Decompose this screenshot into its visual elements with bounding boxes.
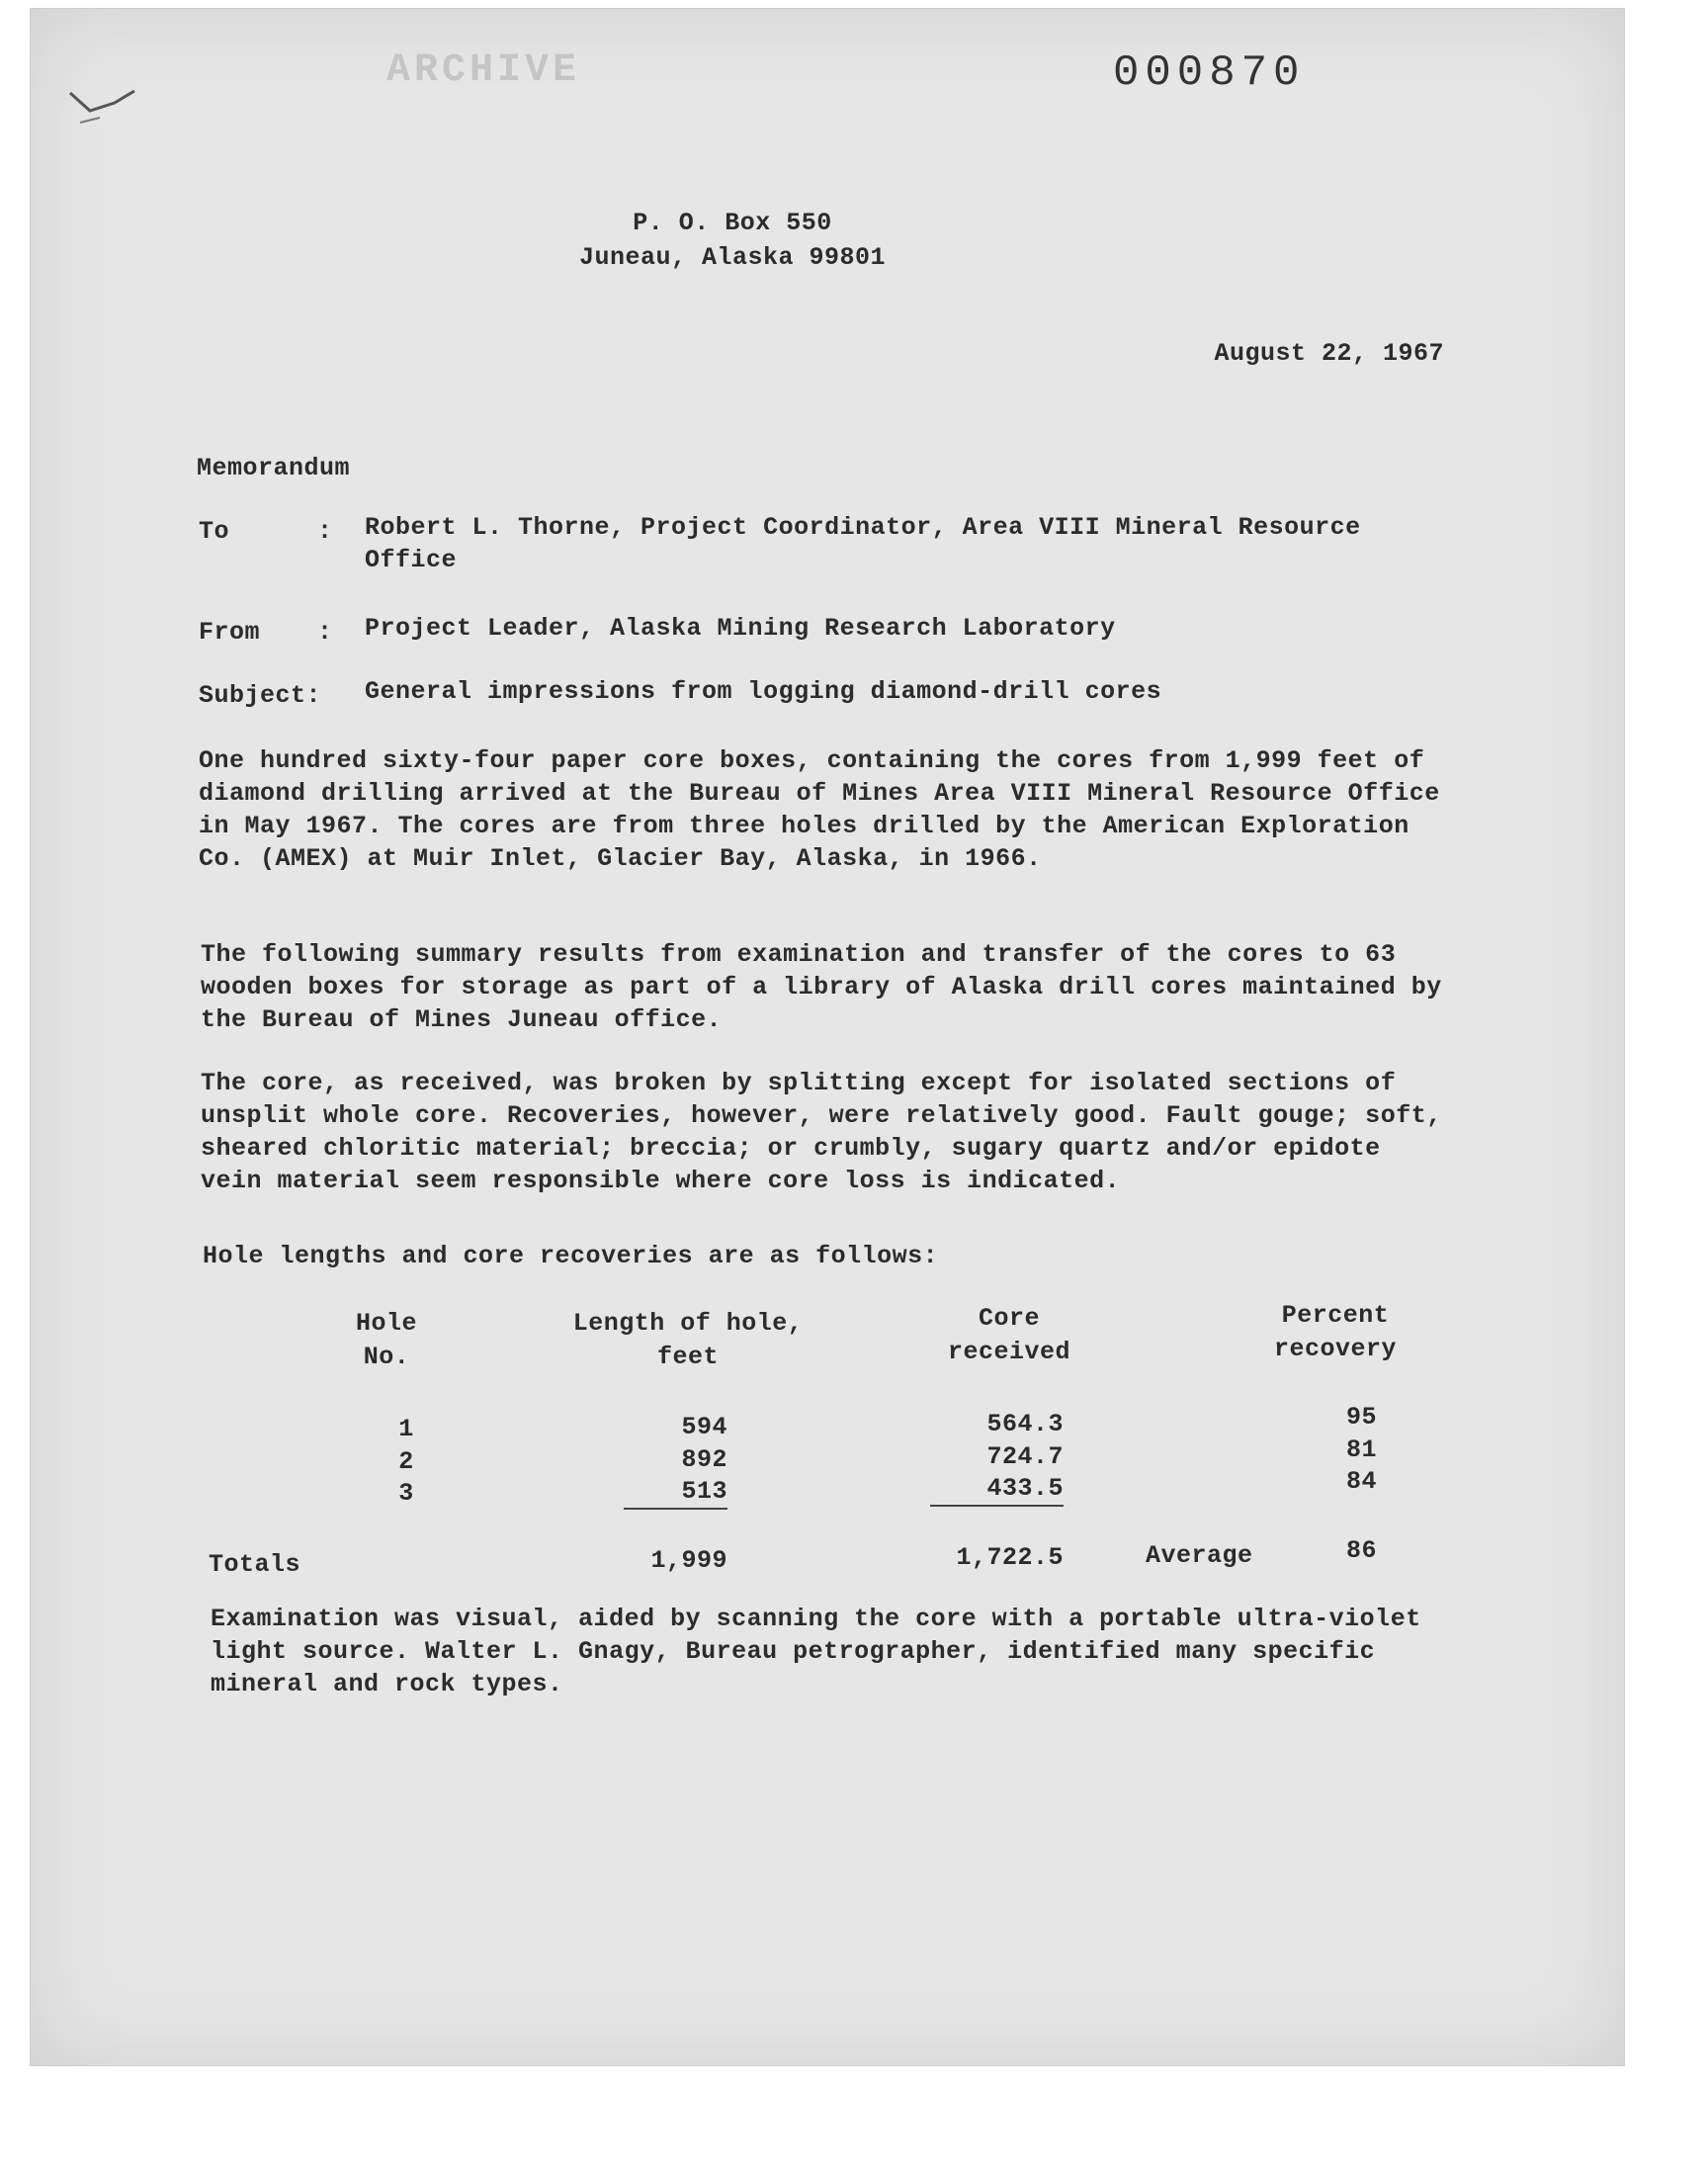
ghost-header: ARCHIVE [386,48,581,93]
totals-label: Totals [209,1550,301,1579]
row-2-hole: 2 [398,1447,414,1476]
row-1-length: 594 [681,1413,727,1441]
from-colon: : [317,618,333,647]
subject-value: General impressions from logging diamond-drill cores [365,677,1162,706]
pen-mark-icon [60,63,149,142]
document-number: 000870 [1113,48,1306,98]
row-3-percent: 84 [1345,1467,1377,1496]
paragraph-5: Examination was visual, aided by scanning the core with a portable ultra-violet light source. Walter L. Gnagy, Bureau petrographer, identified many specific mineral and rock types. [211,1605,1421,1698]
totals-length: 1,999 [650,1546,727,1575]
row-1-core: 564.3 [986,1410,1064,1438]
paragraph-1: One hundred sixty-four paper core boxes, containing the cores from 1,999 feet of diamond drilling arrived at the Bureau of Mines Area VIII Mineral Resource Office in May 1967. The cores are from three holes drilled by the American Exploration Co. (AMEX) at Muir Inlet, Glacier Bay, Alaska, in 1966. [199,746,1440,873]
row-2-core: 724.7 [986,1442,1064,1471]
memo-date: August 22, 1967 [1214,339,1444,368]
header-length-line-1: Length of hole, [572,1309,804,1338]
paragraph-4: Hole lengths and core recoveries are as follows: [203,1242,939,1270]
totals-core: 1,722.5 [956,1543,1064,1572]
row-1-percent: 95 [1345,1403,1377,1432]
to-label: To [199,517,230,546]
to-value-line-1: Robert L. Thorne, Project Coordinator, Area VIII Mineral Resource [365,513,1361,542]
header-hole-line-1: Hole [355,1309,417,1338]
row-2-length: 892 [681,1445,727,1474]
header-core-line-1: Core [978,1304,1040,1333]
document-page [30,8,1625,2066]
header-percent-line-2: recovery [1273,1335,1398,1363]
row-1-hole: 1 [398,1415,414,1443]
row-3-hole: 3 [398,1479,414,1508]
to-colon: : [317,517,333,546]
address-line-2: Juneau, Alaska 99801 [578,243,887,272]
average-label: Average [1146,1541,1253,1570]
address-line-1: P. O. Box 550 [633,209,832,237]
average-value: 86 [1345,1536,1377,1565]
paragraph-2: The following summary results from examination and transfer of the cores to 63 wooden boxes for storage as part of a library of Alaska drill cores maintained by the Bureau of Mines Juneau office. [201,940,1442,1034]
header-percent-line-1: Percent [1281,1301,1390,1330]
memo-heading: Memorandum [197,454,351,482]
header-hole-line-2: No. [363,1343,410,1371]
header-length-line-2: feet [656,1343,719,1371]
from-value: Project Leader, Alaska Mining Research Laboratory [365,614,1116,643]
row-3-core: 433.5 [930,1472,1064,1507]
from-label: From [199,618,261,647]
row-2-percent: 81 [1345,1436,1377,1464]
subject-label: Subject: [199,681,322,710]
paragraph-3: The core, as received, was broken by splitting except for isolated sections of unsplit whole core. Recoveries, however, were relatively good. Fault gouge; soft, sheared chloritic material; breccia; or crumbly, sugary quartz and/or epidote vein material seem responsible where core loss is indicated. [201,1069,1442,1195]
header-core-line-2: received [947,1338,1071,1366]
row-3-length: 513 [624,1475,727,1510]
to-value-line-2: Office [365,546,458,574]
